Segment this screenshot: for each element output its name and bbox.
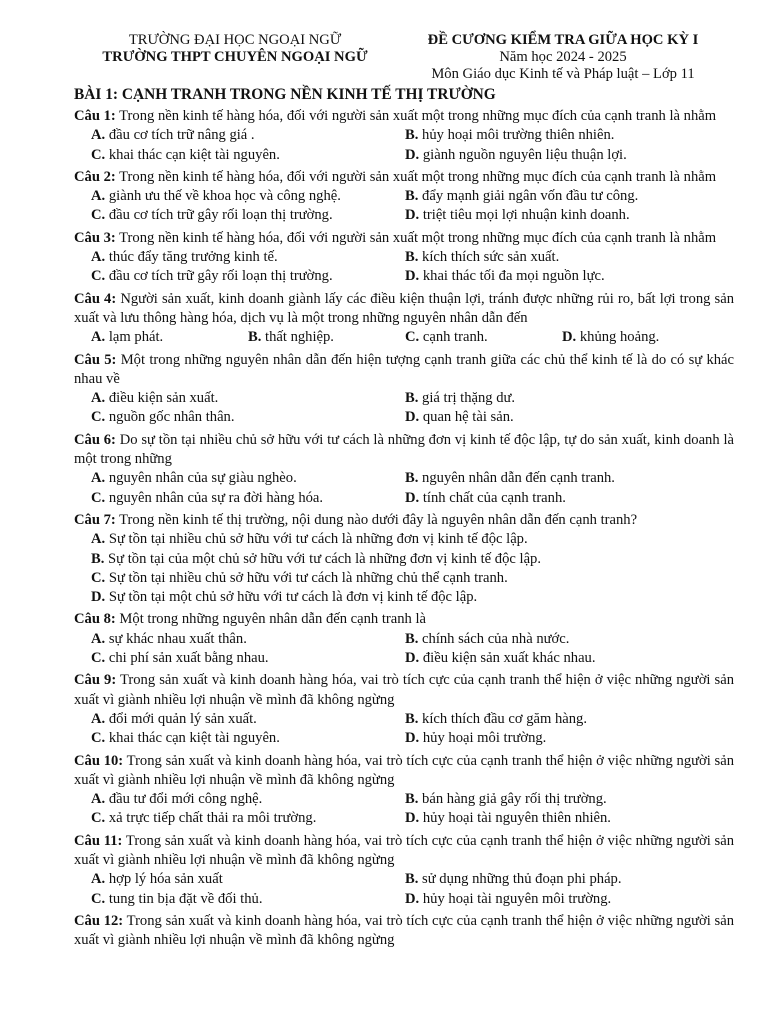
option-letter: D. [405,489,420,506]
question-10 [74,752,734,829]
option-row [74,550,734,569]
option-letter: B. [405,390,419,407]
option-letter: C. [91,207,106,224]
option-text: nguồn gốc nhân thân. [108,409,235,426]
option-row [74,206,734,225]
option-letter: A. [91,188,106,205]
option-text: kích thích đầu cơ găm hàng. [422,710,588,727]
question-text: Do sự tồn tại nhiều chủ sở hữu với tư cách là những đơn vị kinh tế độc lập, tự do sản xuất, kinh doanh là một trong những [74,431,734,468]
question-2 [74,168,734,226]
option-row [74,187,734,206]
option-row [74,588,734,607]
option-b [405,630,719,649]
option-b [91,550,731,569]
exam-title: ĐỀ CƯƠNG KIỂM TRA GIỮA HỌC KỲ I [427,32,699,48]
question-stem [74,832,734,871]
question-4 [74,290,734,348]
option-row [74,126,734,145]
question-3 [74,229,734,287]
option-text: điều kiện sản xuất khác nhau. [422,650,596,667]
option-d [405,649,719,668]
answer-options [74,530,734,607]
option-row [74,870,734,889]
option-a [91,187,405,206]
option-row [74,790,734,809]
option-text: thúc đẩy tăng trưởng kinh tế. [108,249,278,266]
option-row [74,710,734,729]
question-number: Câu 2: [74,168,116,185]
option-a [91,630,405,649]
option-row [74,389,734,408]
option-letter: C. [91,650,106,667]
option-letter: A. [91,249,106,266]
question-number: Câu 8: [74,611,116,628]
option-letter: C. [91,890,106,907]
question-number: Câu 5: [74,351,117,368]
question-stem [74,671,734,710]
option-d [91,588,731,607]
option-letter: C. [91,810,106,827]
option-text: tung tin bịa đặt về đối thủ. [108,890,263,907]
option-c [91,729,405,748]
option-letter: A. [91,531,106,548]
question-stem [74,610,734,629]
option-letter: D. [405,146,420,163]
option-a [91,126,405,145]
option-a [91,790,405,809]
option-b [405,790,719,809]
option-text: nguyên nhân của sự ra đời hàng hóa. [108,489,324,506]
question-stem [74,168,734,187]
question-number: Câu 4: [74,290,117,307]
option-b [405,870,719,889]
option-a [91,469,405,488]
option-text: nguyên nhân dẫn đến cạnh tranh. [422,470,615,487]
option-letter: D. [562,329,577,346]
answer-options [74,630,734,669]
question-text: Trong nền kinh tế hàng hóa, đối với người sản xuất một trong những mục đích của cạnh tranh là nhằm [119,168,717,185]
answer-options [74,328,734,347]
question-number: Câu 1: [74,108,116,124]
question-stem [74,351,734,390]
option-text: tính chất của cạnh tranh. [422,489,566,506]
option-text: điều kiện sản xuất. [108,390,219,407]
option-text: sự khác nhau xuất thân. [108,630,247,647]
option-text: triệt tiêu mọi lợi nhuận kinh doanh. [422,207,630,224]
question-8 [74,610,734,668]
option-row [74,267,734,286]
option-letter: B. [405,630,419,647]
option-b [405,187,719,206]
question-stem [74,912,734,951]
question-text: Người sản xuất, kinh doanh giành lấy các điều kiện thuận lợi, tránh được những rủi ro, bất lợi trong sản xuất và lưu thông hàng hóa, dịch vụ là một trong những nguyên nhân dẫn đến [74,290,734,326]
answer-options [74,870,734,909]
option-letter: C. [91,489,106,506]
option-text: hủy hoại tài nguyên thiên nhiên. [422,810,611,827]
question-stem [74,107,734,126]
option-text: hợp lý hóa sản xuất [108,871,223,888]
option-letter: D. [405,890,420,907]
question-7 [74,511,734,607]
question-stem [74,290,734,329]
question-text: Trong sản xuất và kinh doanh hàng hóa, vai trò tích cực của cạnh tranh thể hiện ở việc những người sản xuất vì giành nhiều lợi nhuận về mình đã không ngừng [74,672,735,708]
option-text: đầu cơ tích trữ gây rối loạn thị trường. [108,268,333,285]
option-text: hủy hoại tài nguyên môi trường. [422,890,612,907]
option-letter: C. [91,146,106,163]
question-5 [74,351,734,428]
question-text: Trong sản xuất và kinh doanh hàng hóa, vai trò tích cực của cạnh tranh thể hiện ở việc những người sản xuất vì giành nhiều lợi nhuận về mình đã không ngừng [74,752,735,788]
option-text: kích thích sức sản xuất. [422,249,560,266]
option-letter: A. [91,127,106,144]
question-text: Trong sản xuất và kinh doanh hàng hóa, vai trò tích cực của cạnh tranh thể hiện ở việc những người sản xuất vì giành nhiều lợi nhuận về mình đã không ngừng [74,912,735,949]
option-text: đổi mới quản lý sản xuất. [108,710,257,727]
option-letter: D. [405,268,420,285]
question-number: Câu 3: [74,229,116,246]
option-a [91,530,731,549]
option-letter: C. [405,329,420,346]
answer-options [74,389,734,428]
option-letter: D. [405,650,420,667]
option-row [74,489,734,508]
option-d [405,267,719,286]
option-row [74,248,734,267]
option-letter: B. [405,127,419,144]
option-row [74,569,734,588]
school-year: Năm học 2024 - 2025 [499,49,627,65]
question-number: Câu 7: [74,511,116,528]
option-text: chi phí sản xuất bằng nhau. [108,650,269,667]
option-text: lạm phát. [108,329,164,346]
lesson-title: BÀI 1: CẠNH TRANH TRONG NỀN KINH TẾ THỊ TRƯỜNG [74,86,496,103]
option-d [562,328,719,347]
option-letter: A. [91,791,106,808]
option-row [74,729,734,748]
option-letter: D. [405,810,420,827]
question-number: Câu 6: [74,431,116,448]
question-text: Trong nền kinh tế thị trường, nội dung nào dưới đây là nguyên nhân dẫn đến cạnh tranh? [119,511,638,528]
option-letter: A. [91,470,106,487]
option-letter: B. [405,791,419,808]
option-text: nguyên nhân của sự giàu nghèo. [108,470,297,487]
option-letter: B. [405,710,419,727]
option-letter: D. [405,730,420,747]
option-text: hủy hoại môi trường. [422,730,547,747]
question-12 [74,912,734,951]
question-stem [74,431,734,470]
question-text: Một trong những nguyên nhân dẫn đến hiện tượng cạnh tranh giữa các chủ thể kinh tế là do có sự khác nhau về [74,351,734,387]
option-b [405,389,719,408]
question-number: Câu 9: [74,672,117,689]
option-letter: A. [91,630,106,647]
option-a [91,389,405,408]
option-letter: B. [405,188,419,205]
question-1 [74,107,734,165]
option-text: giành ưu thế về khoa học và công nghệ. [108,188,341,205]
option-b [405,469,719,488]
option-text: giành nguồn nguyên liệu thuận lợi. [422,146,627,163]
question-list [74,107,734,953]
option-b [405,710,719,729]
question-11 [74,832,734,909]
option-c [91,146,405,165]
option-b [405,126,719,145]
option-text: khủng hoảng. [579,329,660,346]
option-letter: B. [91,550,105,567]
option-d [405,489,719,508]
option-text: cạnh tranh. [422,329,488,346]
option-c [91,649,405,668]
option-text: đẩy mạnh giải ngân vốn đầu tư công. [422,188,639,205]
question-stem [74,511,734,530]
option-letter: A. [91,871,106,888]
option-c [91,408,405,427]
option-letter: C. [91,268,106,285]
option-text: Sự tồn tại của một chủ sở hữu với tư cách là những đơn vị kinh tế độc lập. [108,550,541,567]
question-number: Câu 10: [74,752,124,769]
option-text: đầu tư đổi mới công nghệ. [108,791,263,808]
question-number: Câu 11: [74,832,123,849]
option-row [74,649,734,668]
option-text: thất nghiệp. [265,329,334,346]
question-6 [74,431,734,508]
option-c [91,206,405,225]
option-b [405,248,719,267]
option-a [91,710,405,729]
question-number: Câu 12: [74,912,124,929]
option-row [74,408,734,427]
option-d [405,809,719,828]
option-text: đầu cơ tích trữ nâng giá . [108,127,255,144]
option-letter: B. [405,871,419,888]
question-stem [74,752,734,791]
option-letter: C. [91,730,106,747]
option-text: bán hàng giả gây rối thị trường. [422,791,607,808]
option-letter: B. [248,329,262,346]
option-c [91,890,405,909]
option-letter: A. [91,329,106,346]
option-text: quan hệ tài sản. [422,409,514,426]
option-a [91,248,405,267]
option-text: giá trị thặng dư. [422,390,516,407]
option-c [91,809,405,828]
answer-options [74,469,734,508]
question-text: Một trong những nguyên nhân dẫn đến cạnh tranh là [119,611,427,628]
option-letter: B. [405,470,419,487]
option-a [91,870,405,889]
option-text: xả trực tiếp chất thải ra môi trường. [108,810,317,827]
school-block [70,32,400,66]
answer-options [74,710,734,749]
question-stem [74,229,734,248]
option-text: khai thác cạn kiệt tài nguyên. [108,730,280,747]
option-d [405,729,719,748]
option-row [74,890,734,909]
option-c [91,569,731,588]
option-letter: D. [405,207,420,224]
document-header [0,30,768,88]
answer-options [74,790,734,829]
university-name: TRƯỜNG ĐẠI HỌC NGOẠI NGỮ [128,32,342,48]
option-row [74,630,734,649]
option-row [74,469,734,488]
option-d [405,206,719,225]
option-text: khai thác tối đa mọi nguồn lực. [422,268,605,285]
answer-options [74,248,734,287]
option-letter: D. [91,589,106,606]
school-name: TRƯỜNG THPT CHUYÊN NGOẠI NGỮ [102,49,368,65]
option-text: đầu cơ tích trữ gây rối loạn thị trường. [108,207,333,224]
option-row [74,146,734,165]
option-row [74,809,734,828]
option-text: Sự tồn tại nhiều chủ sở hữu với tư cách là những chủ thể cạnh tranh. [108,569,508,586]
option-letter: A. [91,710,106,727]
option-c [91,267,405,286]
option-text: Sự tồn tại một chủ sở hữu với tư cách là đơn vị kinh tế độc lập. [108,589,478,606]
answer-options [74,187,734,226]
option-letter: C. [91,409,106,426]
question-text: Trong nền kinh tế hàng hóa, đối với người sản xuất một trong những mục đích của cạnh tranh là nhằm [119,108,717,124]
question-text: Trong sản xuất và kinh doanh hàng hóa, vai trò tích cực của cạnh tranh thể hiện ở việc những người sản xuất vì giành nhiều lợi nhuận về mình đã không ngừng [74,832,735,868]
option-row [74,328,734,347]
option-b [248,328,405,347]
subject-line: Môn Giáo dục Kinh tế và Pháp luật – Lớp 11 [431,66,695,82]
option-c [91,489,405,508]
option-row [74,530,734,549]
question-text: Trong nền kinh tế hàng hóa, đối với người sản xuất một trong những mục đích của cạnh tranh là nhằm [119,229,717,246]
option-a [91,328,248,347]
option-d [405,408,719,427]
exam-block [388,32,738,83]
option-text: hủy hoại môi trường thiên nhiên. [422,127,615,144]
option-text: sử dụng những thủ đoạn phi pháp. [422,871,622,888]
question-9 [74,671,734,748]
option-d [405,890,719,909]
option-text: Sự tồn tại nhiều chủ sở hữu với tư cách là những đơn vị kinh tế độc lập. [108,531,528,548]
option-d [405,146,719,165]
option-letter: D. [405,409,420,426]
answer-options [74,126,734,165]
option-c [405,328,562,347]
option-text: chính sách của nhà nước. [422,630,570,647]
option-letter: B. [405,249,419,266]
option-letter: C. [91,569,106,586]
option-letter: A. [91,390,106,407]
option-text: khai thác cạn kiệt tài nguyên. [108,146,280,163]
